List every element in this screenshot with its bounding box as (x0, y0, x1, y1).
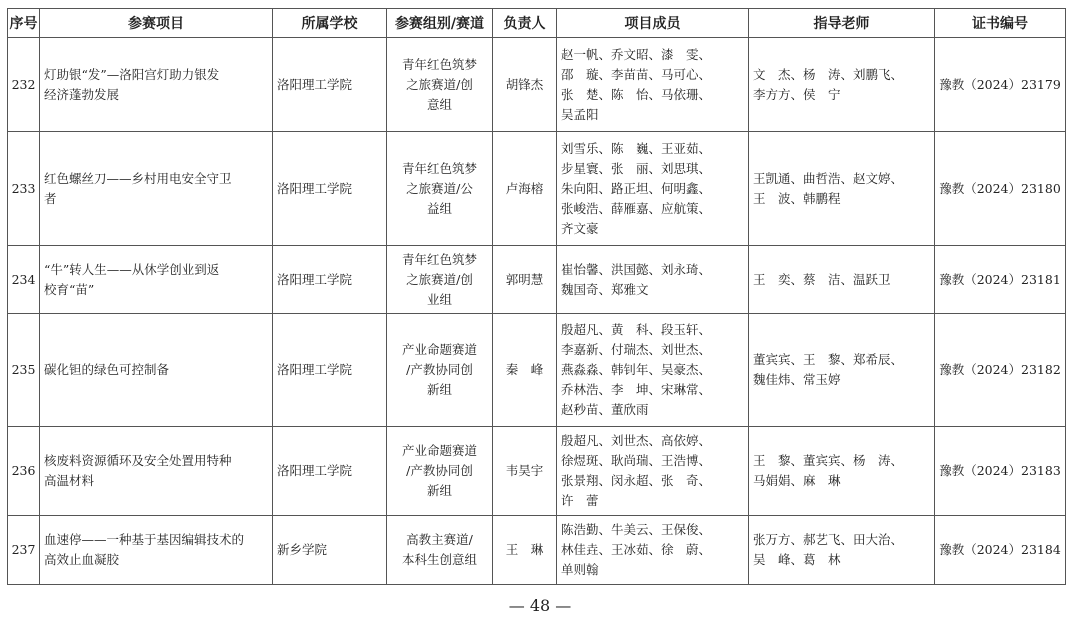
cell-leader: 卢海榕 (493, 132, 557, 246)
cell-index: 233 (8, 132, 40, 246)
cell-group-line: 新组 (426, 382, 452, 397)
cell-advisors-line: 文 杰、杨 涛、刘鹏飞、 (753, 66, 904, 82)
cell-group-line: 青年红色筑梦 (401, 160, 477, 176)
cell-members-line: 许 蕾 (561, 493, 599, 508)
cell-members-line: 邵 璇、李苗苗、马可心、 (561, 66, 712, 82)
cell-members (557, 38, 749, 132)
cell-members-line: 乔林浩、李 坤、宋琳常、 (561, 382, 712, 397)
cell-certificate: 豫教（2024）23183 (935, 427, 1066, 516)
cell-members-line: 张峻浩、薛雁嘉、应航策、 (561, 200, 712, 216)
header-school: 所属学校 (273, 9, 387, 38)
cell-certificate: 豫教（2024）23181 (935, 246, 1066, 314)
cell-advisors-line: 王 波、韩鹏程 (753, 190, 841, 206)
cell-school: 洛阳理工学院 (273, 427, 387, 516)
cell-advisors (749, 516, 935, 585)
cell-advisors (749, 132, 935, 246)
cell-members-line: 殷超凡、刘世杰、高依婷、 (561, 433, 712, 448)
table-row (8, 516, 1066, 585)
cell-members (557, 246, 749, 314)
cell-leader: 胡锋杰 (493, 38, 557, 132)
cell-advisors (749, 314, 935, 427)
cell-group-line: 之旅赛道/创 (406, 271, 473, 287)
cell-project-line: 校育“苗” (44, 281, 95, 297)
cell-advisors-line: 董宾宾、王 黎、郑希辰、 (753, 352, 904, 367)
cell-index: 237 (8, 516, 40, 585)
cell-school: 洛阳理工学院 (273, 246, 387, 314)
cell-school: 新乡学院 (273, 516, 387, 585)
cell-certificate: 豫教（2024）23179 (935, 38, 1066, 132)
cell-members-line: 步星寰、张 丽、刘思琪、 (561, 160, 712, 176)
table-row (8, 246, 1066, 314)
cell-group (387, 314, 493, 427)
cell-members-line: 齐文豪 (561, 220, 599, 236)
cell-project (40, 132, 273, 246)
cell-project (40, 427, 273, 516)
cell-advisors-line: 李方方、侯 宁 (753, 86, 841, 102)
cell-members-line: 崔怡馨、洪国懿、刘永琦、 (561, 261, 712, 277)
cell-members-line: 魏国奇、郑雅文 (561, 281, 649, 297)
cell-members-line: 燕淼淼、韩钊年、吴豪杰、 (561, 362, 712, 377)
cell-index: 234 (8, 246, 40, 314)
cell-school: 洛阳理工学院 (273, 38, 387, 132)
table-row (8, 427, 1066, 516)
table-header-row (8, 9, 1066, 38)
cell-group-line: 高教主赛道/ (406, 532, 473, 547)
cell-advisors (749, 427, 935, 516)
cell-project-line: 者 (44, 190, 57, 206)
cell-leader: 韦昊宇 (493, 427, 557, 516)
cell-advisors-line: 王 奕、蔡 洁、温跃卫 (753, 271, 891, 287)
cell-advisors-line: 马娟娟、麻 琳 (753, 473, 841, 488)
cell-project-line: “牛”转人生——从休学创业到返 (44, 261, 220, 277)
cell-project-line: 高效止血凝胶 (44, 552, 120, 567)
cell-members-line: 张景翔、闵永超、张 奇、 (561, 473, 712, 488)
cell-project-line: 灯助银“发”—洛阳宫灯助力银发 (44, 66, 220, 82)
cell-index: 232 (8, 38, 40, 132)
cell-advisors-line: 王 黎、董宾宾、杨 涛、 (753, 453, 904, 468)
cell-index: 235 (8, 314, 40, 427)
cell-group-line: /产教协同创 (406, 362, 473, 377)
cell-members-line: 赵一帆、乔文昭、漆 雯、 (561, 46, 712, 62)
cell-group-line: 意组 (426, 96, 452, 112)
cell-group-line: 本科生创意组 (401, 552, 477, 567)
cell-members-line: 张 楚、陈 怡、马依珊、 (561, 86, 712, 102)
cell-group (387, 246, 493, 314)
header-members: 项目成员 (557, 9, 749, 38)
cell-members-line: 刘雪乐、陈 巍、王亚茹、 (561, 140, 712, 156)
cell-group (387, 132, 493, 246)
cell-project-line: 高温材料 (44, 473, 95, 488)
header-advisors: 指导老师 (749, 9, 935, 38)
cell-school: 洛阳理工学院 (273, 132, 387, 246)
cell-advisors (749, 246, 935, 314)
cell-group (387, 38, 493, 132)
cell-members-line: 林佳垚、王冰茹、徐 蔚、 (561, 542, 712, 557)
cell-group-line: /产教协同创 (406, 463, 473, 478)
header-certificate: 证书编号 (935, 9, 1066, 38)
table-row (8, 38, 1066, 132)
cell-project-line: 核废料资源循环及安全处置用特种 (44, 453, 232, 468)
cell-project (40, 38, 273, 132)
cell-leader: 王 琳 (493, 516, 557, 585)
cell-group (387, 516, 493, 585)
cell-group-line: 青年红色筑梦 (401, 56, 477, 72)
cell-members (557, 132, 749, 246)
header-leader: 负责人 (493, 9, 557, 38)
cell-project-line: 经济蓬勃发展 (44, 86, 120, 102)
cell-members-line: 单则翰 (561, 562, 599, 577)
cell-project (40, 314, 273, 427)
header-project: 参赛项目 (40, 9, 273, 38)
cell-members-line: 朱向阳、路正坦、何明鑫、 (561, 180, 712, 196)
table-row (8, 132, 1066, 246)
cell-group-line: 之旅赛道/创 (406, 76, 473, 92)
cell-members (557, 314, 749, 427)
cell-members-line: 徐煜斑、耿尚瑞、王浩博、 (561, 453, 712, 468)
cell-group-line: 青年红色筑梦 (401, 251, 477, 267)
cell-project-line: 红色螺丝刀——乡村用电安全守卫 (44, 170, 232, 186)
award-table-sheet (7, 8, 1065, 585)
cell-advisors-line: 魏佳炜、常玉婷 (753, 372, 841, 387)
cell-certificate: 豫教（2024）23180 (935, 132, 1066, 246)
cell-group-line: 产业命题赛道 (401, 342, 477, 357)
cell-members-line: 李嘉新、付瑞杰、刘世杰、 (561, 342, 712, 357)
cell-advisors (749, 38, 935, 132)
table-row (8, 314, 1066, 427)
cell-advisors-line: 吴 峰、葛 林 (753, 552, 841, 567)
cell-leader: 秦 峰 (493, 314, 557, 427)
cell-group (387, 427, 493, 516)
cell-school: 洛阳理工学院 (273, 314, 387, 427)
cell-group-line: 业组 (426, 291, 452, 307)
cell-index: 236 (8, 427, 40, 516)
award-table (7, 8, 1066, 585)
header-group: 参赛组别/赛道 (387, 9, 493, 38)
cell-project (40, 516, 273, 585)
cell-members (557, 427, 749, 516)
cell-advisors-line: 张万方、郝艺飞、田大治、 (753, 532, 904, 547)
cell-group-line: 之旅赛道/公 (406, 180, 473, 196)
cell-advisors-line: 王凯通、曲哲浩、赵文婷、 (753, 170, 904, 186)
cell-members-line: 殷超凡、黄 科、段玉轩、 (561, 322, 712, 337)
cell-project-line: 血速停——一种基于基因编辑技术的 (44, 532, 245, 547)
cell-group-line: 产业命题赛道 (401, 443, 477, 458)
cell-project-line: 碳化钽的绿色可控制备 (44, 362, 170, 377)
cell-project (40, 246, 273, 314)
cell-group-line: 新组 (426, 483, 452, 498)
cell-members (557, 516, 749, 585)
table-body (8, 38, 1066, 585)
cell-group-line: 益组 (426, 200, 452, 216)
cell-members-line: 吴孟阳 (561, 106, 599, 122)
page-number: — 48 — (508, 596, 572, 615)
cell-leader: 郭明慧 (493, 246, 557, 314)
header-index: 序号 (8, 9, 40, 38)
cell-members-line: 陈浩勤、牛美云、王保俊、 (561, 522, 712, 537)
cell-certificate: 豫教（2024）23182 (935, 314, 1066, 427)
cell-members-line: 赵秒苗、董欣雨 (561, 402, 649, 417)
cell-certificate: 豫教（2024）23184 (935, 516, 1066, 585)
